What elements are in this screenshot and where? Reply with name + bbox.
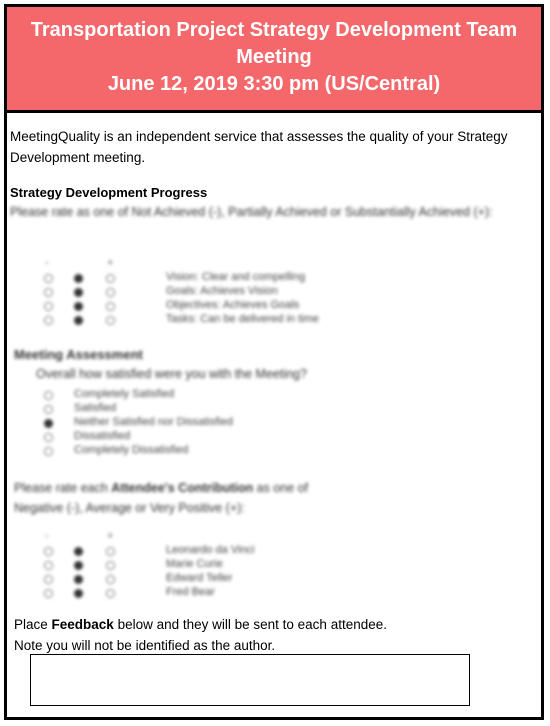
rating-radio[interactable]	[44, 316, 53, 325]
attendee-name: Marie Curie	[166, 558, 223, 570]
assessment-option-label: Neither Satisfied nor Dissatisfied	[74, 416, 233, 428]
rating-radio[interactable]	[74, 288, 83, 297]
feedback-instructions	[14, 614, 524, 656]
assessment-question: Overall how satisfied were you with the Meeting?	[36, 367, 307, 381]
feedback-suffix: below and they will be sent to each attendee.	[113, 617, 387, 632]
assessment-option-label: Completely Dissatisfied	[74, 444, 189, 456]
rating-radio[interactable]	[74, 302, 83, 311]
rating-radio[interactable]	[74, 274, 83, 283]
attendee-name: Edward Teller	[166, 572, 233, 584]
rating-radio[interactable]	[44, 288, 53, 297]
attendee-row	[44, 558, 444, 572]
attendee-row	[44, 586, 444, 600]
contribution-instruction-line2: Negative (-), Average or Very Positive (+):	[14, 501, 245, 515]
rating-radio[interactable]	[74, 561, 83, 570]
progress-item-label: Tasks: Can be delivered in time	[166, 313, 319, 325]
attendee-row	[44, 544, 444, 558]
rating-radio[interactable]	[44, 575, 53, 584]
progress-item-label: Vision: Clear and compelling	[166, 271, 306, 283]
rating-radio[interactable]	[106, 575, 115, 584]
form-header	[7, 7, 541, 113]
rating-radio[interactable]	[74, 575, 83, 584]
progress-instruction: Please rate as one of Not Achieved (-), Partially Achieved or Substantially Achieved (+):	[10, 205, 493, 219]
rating-radio[interactable]	[44, 274, 53, 283]
progress-rating-grid	[44, 257, 444, 337]
assessment-radio[interactable]	[44, 391, 53, 400]
feedback-bold: Feedback	[51, 617, 114, 632]
assessment-radio[interactable]	[44, 419, 53, 428]
scale-plus-symbol: +	[107, 530, 114, 542]
assessment-options	[44, 388, 444, 460]
progress-row	[44, 285, 444, 299]
scale-plus-symbol: +	[107, 257, 114, 269]
assessment-radio[interactable]	[44, 447, 53, 456]
rating-radio[interactable]	[106, 302, 115, 311]
meeting-datetime: June 12, 2019 3:30 pm (US/Central)	[107, 73, 441, 95]
progress-section-title: Strategy Development Progress	[10, 185, 208, 200]
assessment-option-label: Dissatisfied	[74, 430, 131, 442]
rating-radio[interactable]	[74, 316, 83, 325]
attendee-name: Fred Bear	[166, 586, 215, 598]
rating-radio[interactable]	[44, 547, 53, 556]
rating-radio[interactable]	[106, 589, 115, 598]
contribution-instruction	[14, 478, 504, 518]
contribution-instruction-line1	[14, 478, 504, 498]
rating-radio[interactable]	[106, 274, 115, 283]
rating-radio[interactable]	[106, 288, 115, 297]
feedback-line1	[14, 614, 524, 635]
rating-radio[interactable]	[106, 547, 115, 556]
progress-row	[44, 313, 444, 327]
assessment-radio[interactable]	[44, 405, 53, 414]
assessment-section	[14, 346, 484, 384]
feedback-prefix: Place	[14, 617, 52, 632]
form-body	[10, 126, 540, 222]
rating-radio[interactable]	[106, 316, 115, 325]
assessment-option-label: Satisfied	[74, 402, 117, 414]
rating-radio[interactable]	[44, 589, 53, 598]
assessment-section-title: Meeting Assessment	[14, 347, 143, 362]
progress-row	[44, 271, 444, 285]
progress-row	[44, 299, 444, 313]
contribution-rating-grid	[44, 530, 444, 602]
rating-radio[interactable]	[44, 302, 53, 311]
attendee-row	[44, 572, 444, 586]
assessment-option-label: Completely Satisfied	[74, 388, 175, 400]
contribution-prefix: Please rate each	[14, 481, 112, 495]
progress-item-label: Objectives: Achieves Goals	[166, 299, 300, 311]
assessment-radio[interactable]	[44, 433, 53, 442]
feedback-line2: Note you will not be identified as the author.	[14, 638, 276, 653]
contribution-suffix: as one of	[253, 481, 309, 495]
intro-text: MeetingQuality is an independent service that assesses the quality of your Strategy Development meeting.	[10, 129, 508, 165]
attendee-name: Leonardo da Vinci	[166, 544, 255, 556]
contribution-bold: Attendee's Contribution	[111, 481, 254, 495]
rating-radio[interactable]	[74, 547, 83, 556]
rating-radio[interactable]	[74, 589, 83, 598]
rating-radio[interactable]	[44, 561, 53, 570]
rating-radio[interactable]	[106, 561, 115, 570]
meeting-title-continued: Meeting	[236, 46, 312, 68]
feedback-input[interactable]	[30, 654, 470, 706]
progress-item-label: Goals: Achieves Vision	[166, 285, 278, 297]
meeting-title: Transportation Project Strategy Development Team	[30, 19, 518, 41]
scale-minus-symbol: -	[45, 530, 49, 542]
scale-minus-symbol: -	[45, 257, 49, 269]
